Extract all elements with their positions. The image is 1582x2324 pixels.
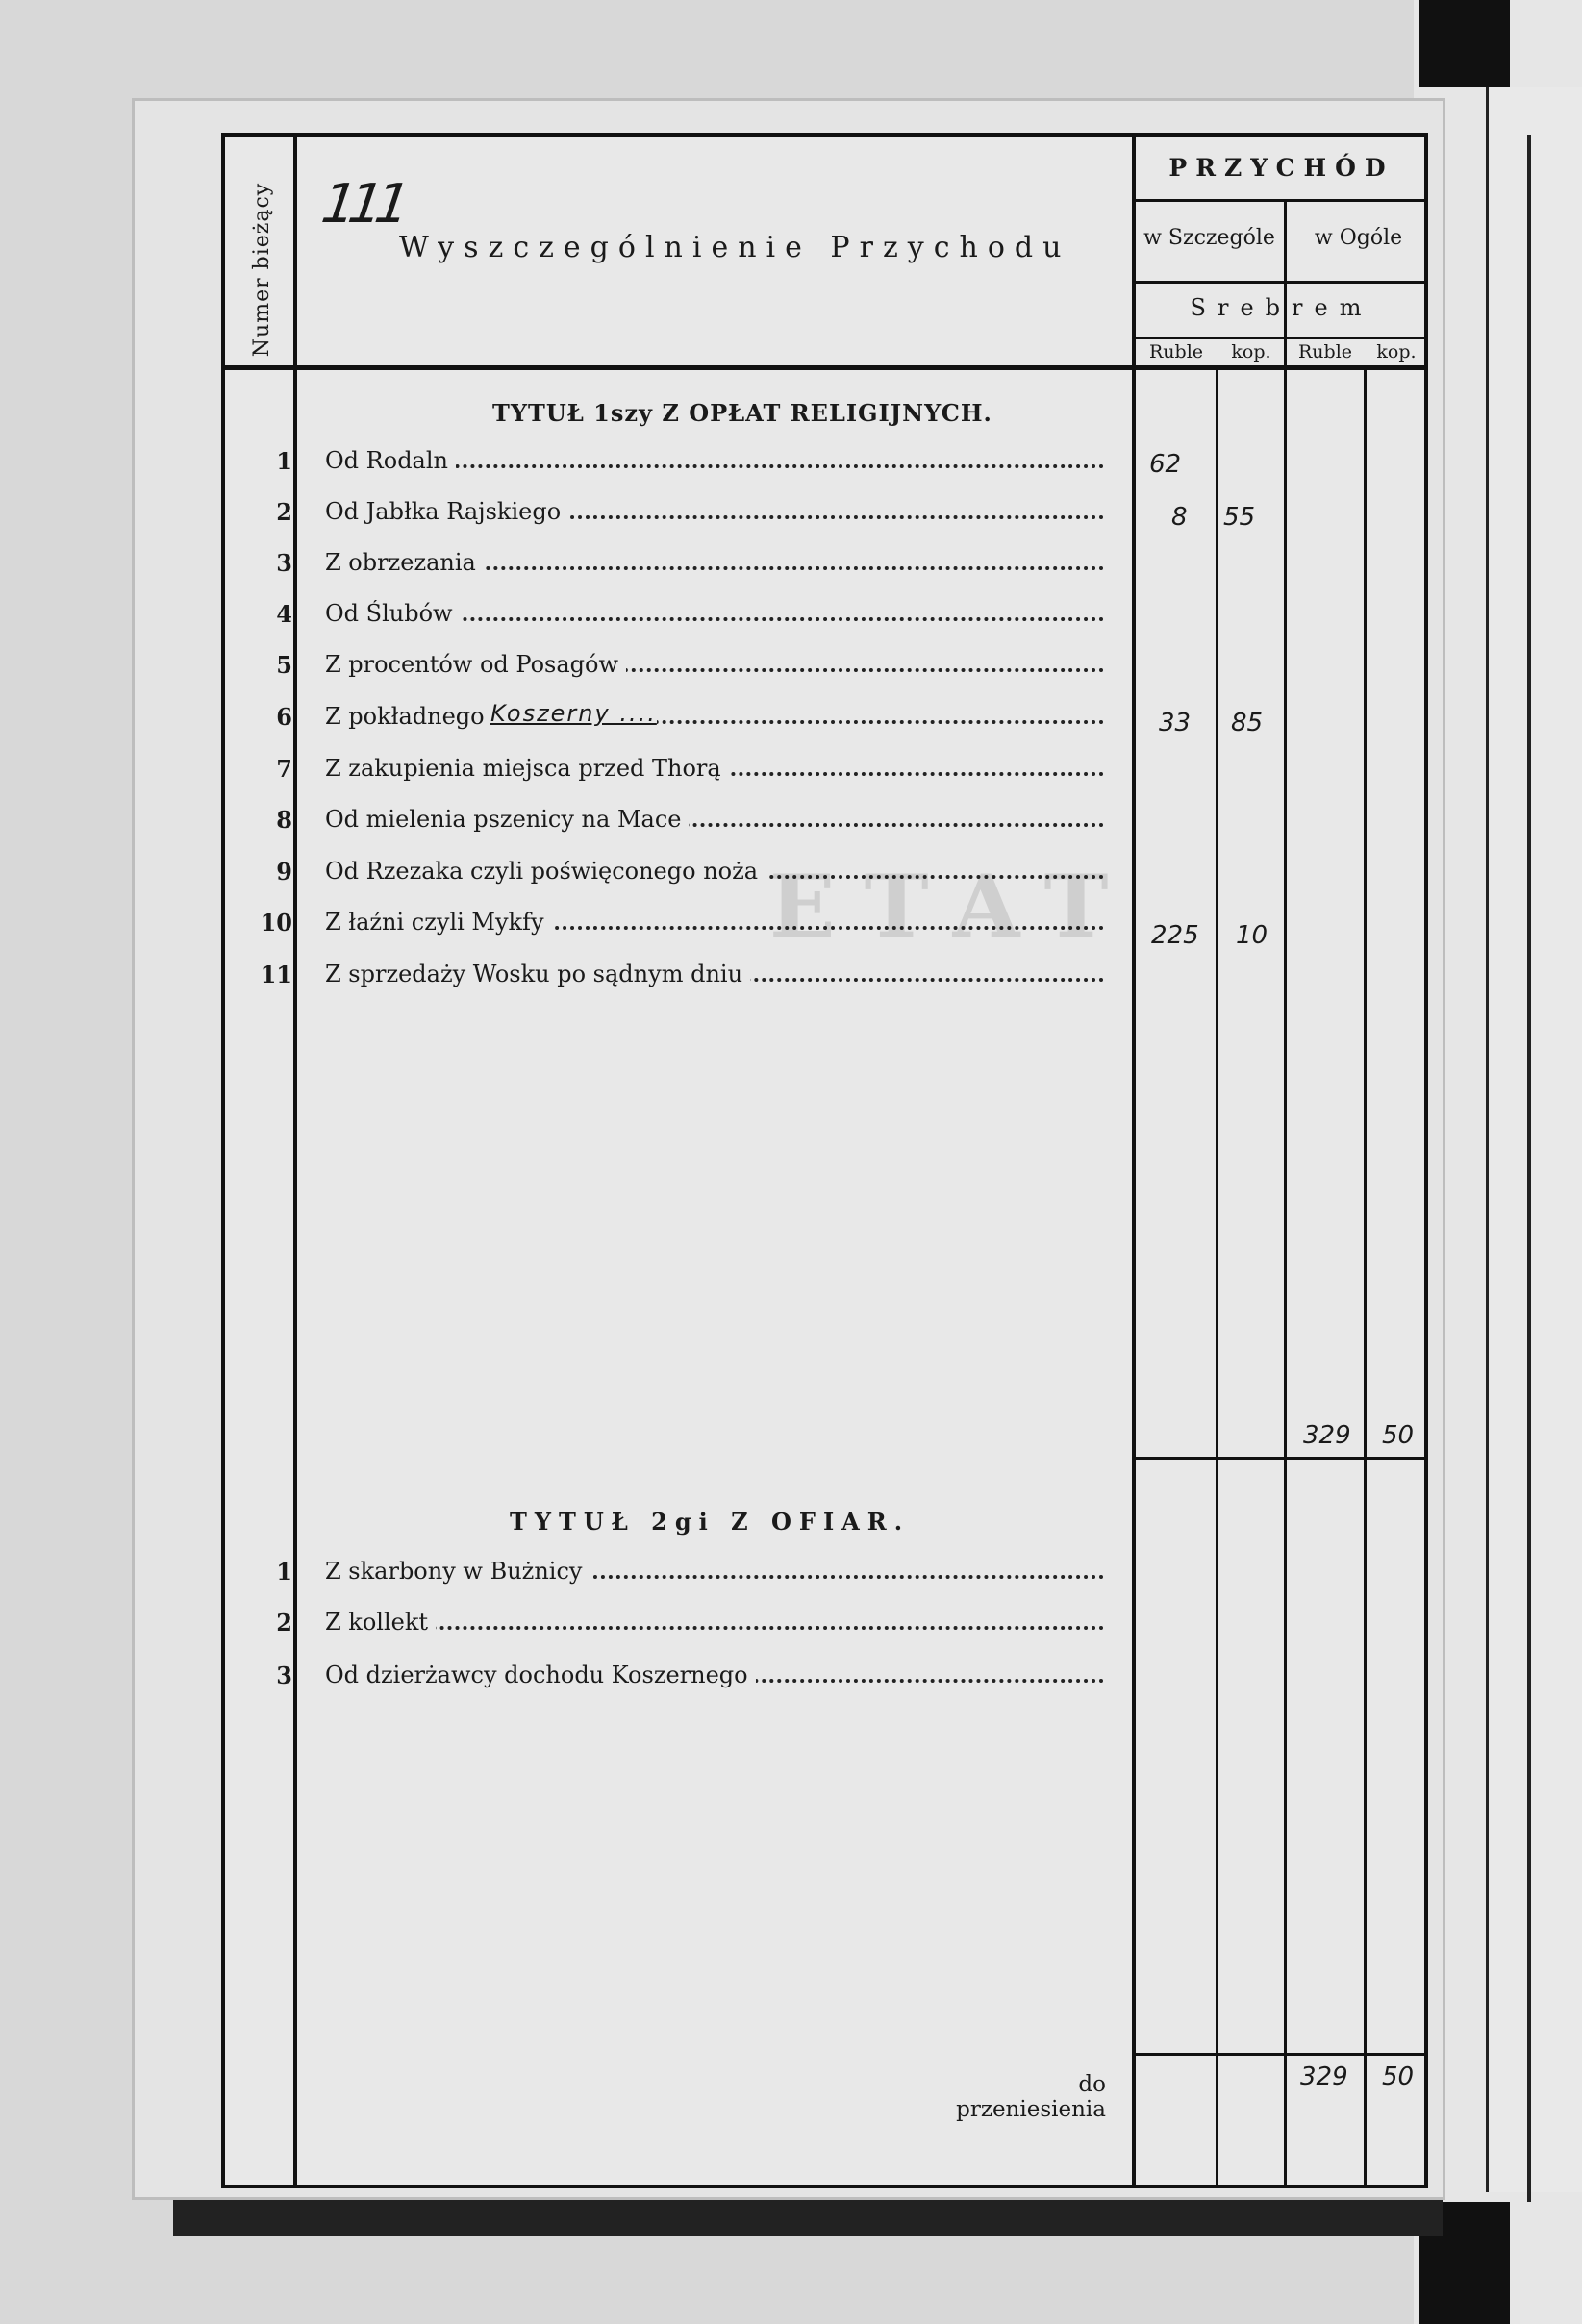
carry-forward-rub: 329 <box>1300 2062 1348 2091</box>
number-column-header <box>229 183 296 356</box>
row-label <box>325 651 1104 678</box>
row-label <box>325 1609 1104 1636</box>
section1-total-rub: 329 <box>1303 1421 1351 1450</box>
row-label <box>325 858 1104 885</box>
row-label <box>325 806 1104 833</box>
srebrem-header: Srebrem <box>1190 294 1373 321</box>
section1-title: TYTUŁ 1szy Z OPŁAT RELIGIJNYCH. <box>492 399 992 427</box>
rule-number-col <box>293 135 297 2187</box>
handwritten-note: Koszerny .... <box>490 700 657 727</box>
row-number: 7 <box>276 755 292 783</box>
row-label <box>325 447 1104 474</box>
ledger-table <box>221 133 1428 2188</box>
carry-forward-label: do przeniesienia <box>956 2072 1106 2122</box>
row-number: 10 <box>260 909 292 937</box>
row-number: 2 <box>276 1609 292 1637</box>
row-label-text: Od Rodaln <box>325 447 456 474</box>
rule-header-bottom <box>223 365 1427 370</box>
row-label-text: Z kollekt <box>325 1609 436 1636</box>
row-label <box>325 909 1104 936</box>
row-label-text: Z procentów od Posagów <box>325 651 626 678</box>
row-label-text: Z sprzedaży Wosku po sądnym dniu <box>325 961 750 987</box>
row-kop-value: 55 <box>1223 503 1256 532</box>
rule-ogole <box>1284 202 1287 2187</box>
row-rub-value: 62 <box>1149 450 1182 479</box>
row-label-text: Z obrzezania <box>325 549 484 576</box>
row-kop-value: 85 <box>1231 709 1264 737</box>
ruble-header-1: Ruble <box>1148 341 1204 362</box>
row-label-text: Z zakupienia miejsca przed Thorą <box>325 755 729 782</box>
rule-ruble-kop <box>1135 337 1427 339</box>
rule-carry <box>1135 2053 1427 2056</box>
section2-title: TYTUŁ 2gi Z OFIAR. <box>510 1508 911 1536</box>
show-through-ghost: ETAT <box>769 856 1138 958</box>
binding-shadow-top <box>1419 0 1510 87</box>
rule-section1-total <box>1135 1457 1427 1460</box>
next-page-edge <box>1486 87 1582 2192</box>
row-number: 2 <box>276 498 292 526</box>
row-kop-value: 10 <box>1236 921 1268 950</box>
ruble-header-2: Ruble <box>1297 341 1353 362</box>
row-label <box>325 549 1104 576</box>
row-label-text: Od Ślubów <box>325 600 461 627</box>
row-number: 3 <box>276 1662 292 1689</box>
kop-header-1: kop. <box>1231 341 1271 362</box>
page-bottom-shadow <box>173 2192 1443 2236</box>
description-header: Wyszczególnienie Przychodu <box>399 231 1071 264</box>
row-rub-value: 225 <box>1151 921 1199 950</box>
row-number: 8 <box>276 806 292 834</box>
row-label-text: Z łaźni czyli Mykfy <box>325 909 552 936</box>
row-label-text: Z skarbony w Bużnicy <box>325 1558 590 1585</box>
szczegole-header: w Szczególe <box>1143 226 1275 250</box>
rule-description-col <box>1132 135 1136 2187</box>
rule-szczegole-kop <box>1216 370 1218 2187</box>
carry-forward-kop: 50 <box>1382 2062 1415 2091</box>
row-label <box>325 961 1104 987</box>
section1-total-kop: 50 <box>1382 1421 1415 1450</box>
row-label <box>325 755 1104 782</box>
row-number: 9 <box>276 858 292 886</box>
row-number: 4 <box>276 600 292 628</box>
row-number: 5 <box>276 651 292 679</box>
row-label <box>325 600 1104 627</box>
folio-number: 111 <box>317 173 407 236</box>
row-number: 11 <box>260 961 292 988</box>
row-label <box>325 1558 1104 1585</box>
row-label-text: Z pokładnego <box>325 703 492 730</box>
rule-ogole-kop <box>1364 370 1367 2187</box>
rule-srebrem <box>1135 281 1427 284</box>
row-rub-value: 33 <box>1159 709 1192 737</box>
row-number: 1 <box>276 447 292 475</box>
przychod-header: PRZYCHÓD <box>1168 154 1394 182</box>
row-rub-value: 8 <box>1171 503 1188 532</box>
row-number: 6 <box>276 703 292 731</box>
row-label-text: Od dzierżawcy dochodu Koszernego <box>325 1662 756 1688</box>
rule-przychod <box>1135 199 1427 202</box>
ogole-header: w Ogóle <box>1314 226 1403 250</box>
row-number: 1 <box>276 1558 292 1586</box>
row-label <box>325 703 1104 730</box>
row-label-text: Od Jabłka Rajskiego <box>325 498 568 525</box>
row-label-text: Od Rzezaka czyli poświęconego noża <box>325 858 766 885</box>
kop-header-2: kop. <box>1376 341 1417 362</box>
number-column-label: Numer bieżący <box>250 182 275 357</box>
row-number: 3 <box>276 549 292 577</box>
row-label-text: Od mielenia pszenicy na Mace <box>325 806 689 833</box>
row-label <box>325 1662 1104 1688</box>
row-label <box>325 498 1104 525</box>
